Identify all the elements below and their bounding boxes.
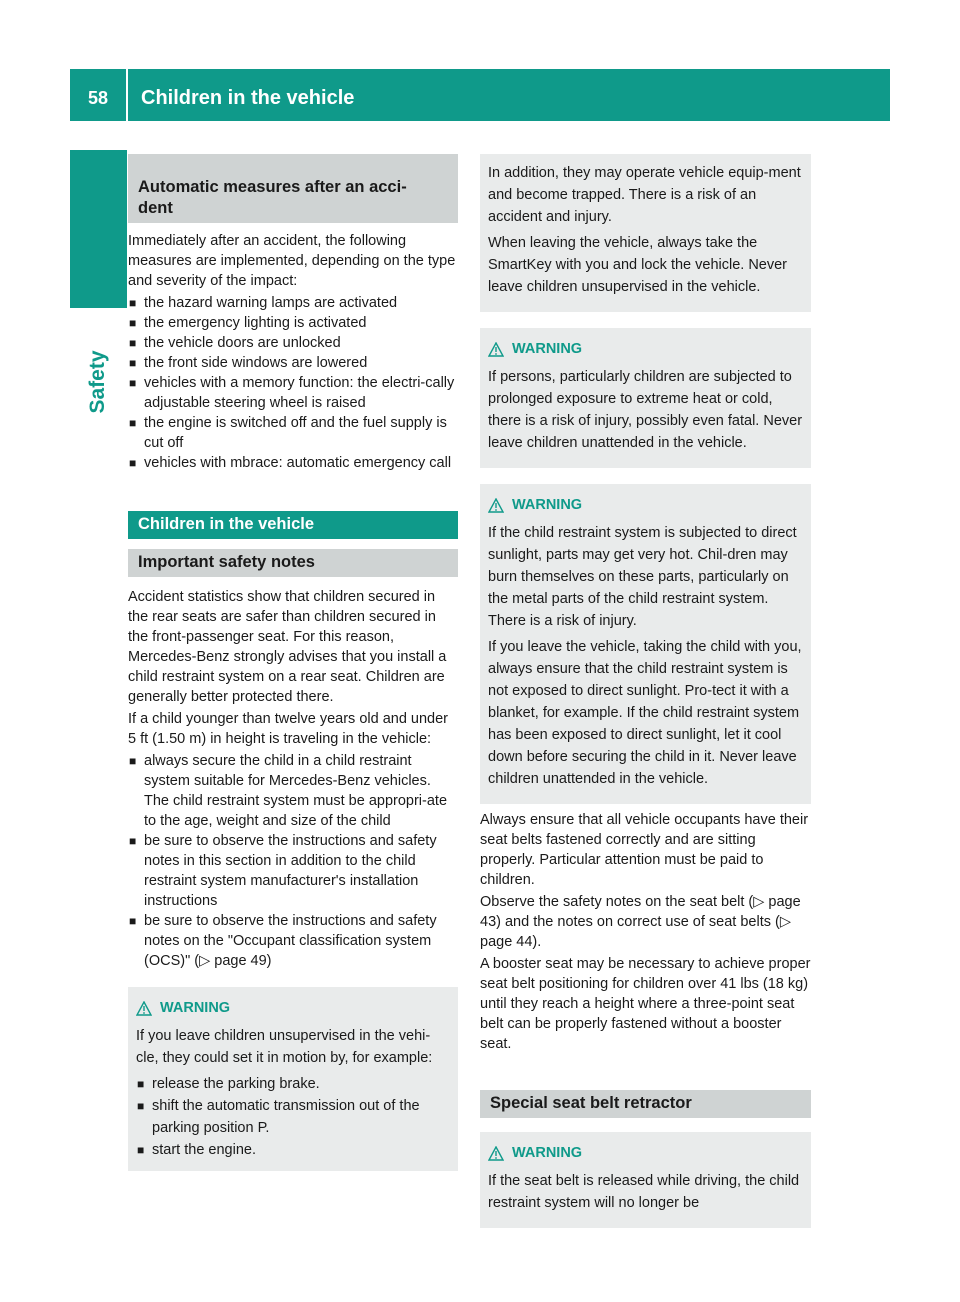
warning-title	[136, 997, 450, 1019]
list-item-text: vehicles with mbrace: automatic emergency call	[144, 455, 452, 471]
list-item	[136, 1139, 450, 1161]
warning-title	[488, 338, 803, 360]
warning-triangle-icon	[488, 342, 504, 357]
warning-title	[488, 1142, 803, 1164]
section-tab-label: Safety	[86, 350, 109, 414]
list-item-text: release the parking brake.	[152, 1076, 320, 1092]
list-item-text: the emergency lighting is activated	[144, 315, 367, 331]
bullet-icon: ■	[129, 834, 137, 848]
children-section-heading: Children in the vehicle	[128, 511, 458, 539]
list-item-text: the vehicle doors are unlocked	[144, 335, 341, 351]
safety-list	[128, 751, 458, 971]
warning-triangle-icon	[488, 1146, 504, 1161]
page-header	[70, 69, 890, 121]
left-column	[128, 154, 458, 1171]
list-item-text: always secure the child in a child restraint system suitable for Mercedes-Benz vehicles. The child restraint system must be appropri-ate to the age, weight and size of the child	[144, 753, 448, 829]
safety-paragraph-1: Accident statistics show that children secured in the rear seats are safer than children secured in the front-passenger seat. For this reason, Mercedes-Benz strongly advises that you install a child restraint system on a rear seat. Children are generally better protected there.	[128, 589, 447, 705]
warning-text: If the seat belt is released while driving, the child restraint system will no longer be	[488, 1173, 800, 1211]
auto-measures-intro: Immediately after an accident, the following measures are implemented, depending on the type and severity of the impact:	[128, 233, 456, 289]
list-item	[128, 453, 458, 473]
occupants-paragraph-1: Always ensure that all vehicle occupants have their seat belts fastened correctly and are sitting properly. Particular attention must be paid to children.	[480, 812, 809, 888]
list-item	[128, 751, 458, 831]
list-item	[128, 353, 458, 373]
auto-measures-list	[128, 293, 458, 473]
warning-text-1: If the child restraint system is subjected to direct sunlight, parts may get very hot. Chil-dren may burn themselves on these parts, particularly on the metal parts of the child restraint system. There is a risk of injury.	[488, 525, 797, 629]
warning-box-sunlight	[480, 484, 811, 804]
warning-text: If persons, particularly children are subjected to prolonged exposure to extreme heat or cold, there is a risk of injury, possibly even fatal. Never leave children unattended in the vehicle.	[488, 369, 803, 451]
warning-text: If you leave children unsupervised in the vehi-cle, they could set it in motion by, for example:	[136, 1028, 433, 1066]
bullet-icon: ■	[129, 376, 137, 390]
list-item	[128, 293, 458, 313]
warning-list	[136, 1073, 450, 1161]
warning-triangle-icon	[136, 1001, 152, 1016]
warning-triangle-icon	[488, 498, 504, 513]
warning-box-heat	[480, 328, 811, 468]
retractor-heading: Special seat belt retractor	[480, 1090, 811, 1118]
warning-continued-p1: In addition, they may operate vehicle equip-ment and become trapped. There is a risk of an accident and injury.	[488, 165, 801, 225]
warning-continued-p2: When leaving the vehicle, always take the SmartKey with you and lock the vehicle. Never leave children unsupervised in the vehicle.	[488, 235, 787, 295]
warning-title	[488, 494, 803, 516]
bullet-icon: ■	[137, 1077, 145, 1091]
page-title: Children in the vehicle	[141, 87, 355, 109]
list-item	[128, 911, 458, 971]
list-item	[128, 333, 458, 353]
list-item-text: the front side windows are lowered	[144, 355, 368, 371]
list-item-text: vehicles with a memory function: the electri-cally adjustable steering wheel is raised	[144, 375, 455, 411]
list-item	[128, 373, 458, 413]
bullet-icon: ■	[129, 316, 137, 330]
list-item-text: be sure to observe the instructions and safety notes in this section in addition to the child restraint system manufacturer's installation instructions	[144, 833, 437, 909]
safety-notes-heading: Important safety notes	[128, 549, 458, 577]
warning-label: WARNING	[512, 497, 583, 513]
list-item	[136, 1095, 450, 1139]
list-item-text: start the engine.	[152, 1142, 256, 1158]
bullet-icon: ■	[129, 416, 137, 430]
bullet-icon: ■	[129, 296, 137, 310]
list-item	[128, 413, 458, 453]
warning-label: WARNING	[512, 1145, 583, 1161]
bullet-icon: ■	[129, 456, 137, 470]
bullet-icon: ■	[129, 754, 137, 768]
header-divider	[126, 69, 128, 121]
section-tab-marker	[70, 150, 127, 308]
bullet-icon: ■	[129, 914, 137, 928]
warning-box-retractor	[480, 1132, 811, 1228]
warning-label: WARNING	[512, 341, 583, 357]
occupants-paragraph-2: Observe the safety notes on the seat belt (▷ page 43) and the notes on correct use of seat belts (▷ page 44).	[480, 894, 801, 950]
list-item-text: the engine is switched off and the fuel supply is cut off	[144, 415, 447, 451]
list-item	[128, 313, 458, 333]
bullet-icon: ■	[129, 356, 137, 370]
bullet-icon: ■	[137, 1143, 145, 1157]
list-item-text: be sure to observe the instructions and safety notes on the "Occupant classification system (OCS)" (▷ page 49)	[144, 913, 437, 969]
occupants-paragraph-3: A booster seat may be necessary to achieve proper seat belt positioning for children over 41 lbs (18 kg) until they reach a height where a three-point seat belt can be properly fastened without a booster seat.	[480, 956, 811, 1052]
warning-box-unsupervised	[128, 987, 458, 1171]
page-number: 58	[87, 88, 109, 108]
warning-box-continued	[480, 154, 811, 312]
auto-measures-heading-text: Automatic measures after an acci- dent	[138, 178, 407, 217]
warning-text-2: If you leave the vehicle, taking the child with you, always ensure that the child restraint system is not exposed to direct sunlight. Pro-tect it with a blanket, for example. If the child restraint system has been exposed to direct sunlight, let it cool down before securing the child in it. Never leave children unattended in the vehicle.	[488, 639, 802, 787]
bullet-icon: ■	[129, 336, 137, 350]
warning-label: WARNING	[160, 1000, 231, 1016]
list-item-text: shift the automatic transmission out of the parking position P.	[152, 1098, 420, 1136]
right-column	[480, 154, 811, 1228]
list-item-text: the hazard warning lamps are activated	[144, 295, 398, 311]
auto-measures-heading	[128, 154, 458, 223]
bullet-icon: ■	[137, 1099, 145, 1113]
list-item	[128, 831, 458, 911]
safety-paragraph-2: If a child younger than twelve years old and under 5 ft (1.50 m) in height is traveling in the vehicle:	[128, 711, 449, 747]
list-item	[136, 1073, 450, 1095]
